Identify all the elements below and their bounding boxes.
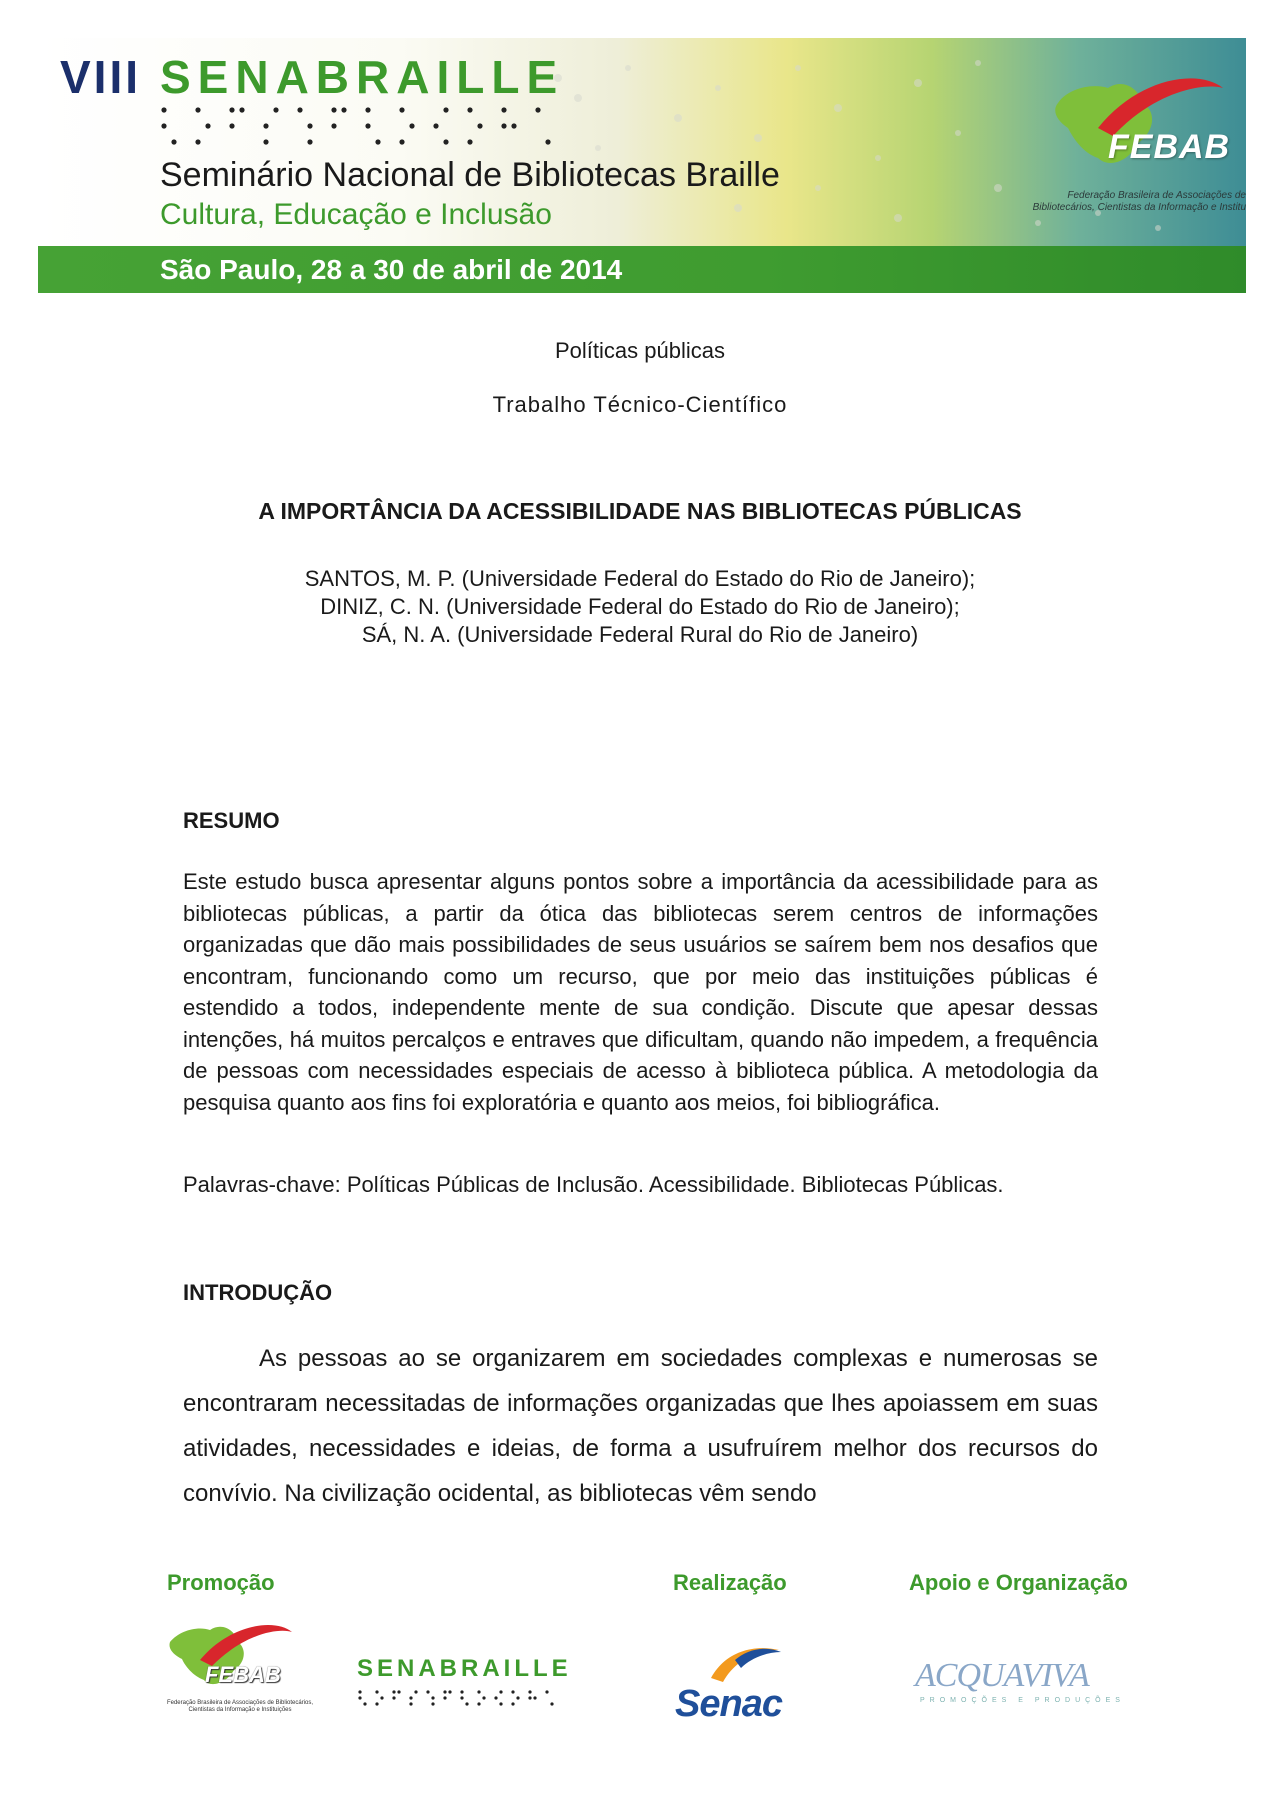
acquaviva-subtext: PROMOÇÕES E PRODUÇÕES [920, 1697, 1125, 1704]
senac-logo-text: Senac [675, 1683, 782, 1725]
support-label: Apoio e Organização [909, 1570, 1128, 1595]
author-line: SÁ, N. A. (Universidade Federal Rural do Rio de Janeiro) [361, 622, 919, 647]
intro-heading: INTRODUÇÃO [183, 1280, 333, 1305]
febab-footer-logo-icon [160, 1612, 300, 1702]
braille-dots-footer-icon [357, 1688, 562, 1708]
event-date-place: São Paulo, 28 a 30 de abril de 2014 [160, 254, 623, 285]
senac-swoosh-icon [705, 1642, 785, 1686]
keywords: Palavras-chave: Políticas Públicas de Inclusão. Acessibilidade. Bibliotecas Públicas. [183, 1172, 1004, 1197]
febab-caption: Federação Brasileira de Associações de Bibliotecários, Cientistas da Informação e Institu [1032, 190, 1246, 213]
seminar-title: Seminário Nacional de Bibliotecas Braille [160, 156, 780, 194]
header-banner [38, 38, 1246, 293]
realization-label: Realização [673, 1570, 787, 1595]
author-list [0, 565, 1280, 649]
senabraille-footer-text: SENABRAILLE [357, 1655, 572, 1682]
promotion-label: Promoção [167, 1570, 275, 1595]
abstract-heading: RESUMO [183, 808, 280, 833]
febab-footer-text: FEBAB [205, 1662, 281, 1687]
edition-number: VIII [60, 51, 142, 103]
author-line: SANTOS, M. P. (Universidade Federal do Estado do Rio de Janeiro); [304, 566, 976, 591]
febab-footer-caption: Federação Brasileira de Associações de Bibliotecários, Cientistas da Informação e Instituições [166, 1700, 314, 1713]
date-bar [38, 246, 1246, 293]
paper-work-type: Trabalho Técnico-Científico [492, 392, 788, 417]
author-line: DINIZ, C. N. (Universidade Federal do Estado do Rio de Janeiro); [320, 594, 960, 619]
abstract-text: Este estudo busca apresentar alguns pontos sobre a importância da acessibilidade para as bibliotecas públicas, a partir da ótica das bibliotecas serem centros de informações organizadas que dão mais possibilidades de seus usuários se saírem bem nos desafios que encontram, funcionando como um recurso, que por meio das instituições públicas é estendido a todos, independente mente de sua condição. Discute que apesar dessas intenções, há muitos percalços e entraves que dificultam, quando não impedem, a frequência de pessoas com necessidades especiais de acesso à biblioteca pública. A metodologia da pesquisa quanto aos fins foi exploratória e quanto aos meios, foi bibliográfica. [183, 869, 1098, 1115]
paper-category: Políticas públicas [555, 338, 725, 363]
seminar-subtitle: Cultura, Educação e Inclusão [160, 198, 552, 231]
brand-name: SENABRAILLE [160, 51, 565, 103]
febab-logo-text: FEBAB [1108, 128, 1231, 166]
braille-dots-icon [160, 102, 560, 152]
acquaviva-logo-text: ACQUAVIVA [915, 1657, 1089, 1694]
paper-title: A IMPORTÂNCIA DA ACESSIBILIDADE NAS BIBLIOTECAS PÚBLICAS [258, 498, 1022, 524]
intro-text: As pessoas ao se organizarem em sociedades complexas e numerosas se encontraram necessitadas de informações organizadas que lhes apoiassem em suas atividades, necessidades e ideias, de forma a usufruírem melhor dos recursos do convívio. Na civilização ocidental, as bibliotecas vêm sendo [183, 1345, 1098, 1507]
febab-brazil-map-icon [1038, 58, 1231, 188]
